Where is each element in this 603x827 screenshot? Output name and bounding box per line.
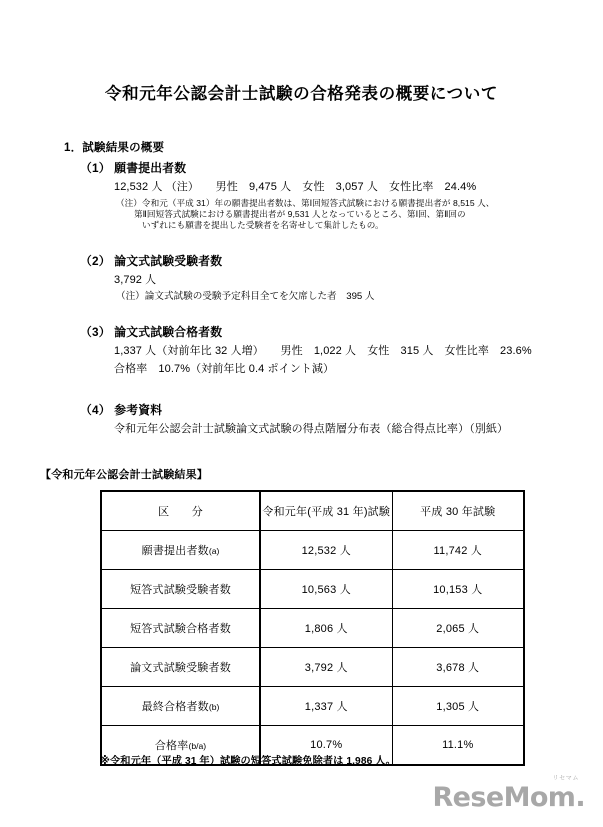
watermark-text: ReseMom — [432, 782, 576, 813]
cell-heisei30: 10,153 人 — [392, 570, 524, 609]
section-1-item-1-figure: 12,532 人 （注） 男性 9,475 人 女性 3,057 人 女性比率 24.4% — [114, 181, 477, 193]
table-row — [101, 609, 524, 648]
row-label — [101, 687, 260, 726]
section-1-item-3-heading: （3） 論文式試験合格者数 — [80, 324, 223, 339]
row-label — [101, 570, 260, 609]
cell-heisei30: 11.1% — [392, 726, 524, 766]
row-label-sub: (b/a) — [188, 741, 207, 751]
spacer — [0, 232, 603, 250]
resemom-watermark-logo — [432, 775, 585, 813]
cell-reiwa1: 3,792 人 — [260, 648, 392, 687]
cell-reiwa1: 10.7% — [260, 726, 392, 766]
row-label — [101, 609, 260, 648]
section-1-item-2-figure: 3,792 人 — [114, 273, 157, 286]
table-row — [101, 531, 524, 570]
cell-reiwa1: 10,563 人 — [260, 570, 392, 609]
spacer — [0, 377, 603, 399]
exam-result-table — [100, 490, 525, 766]
row-label-sub: (b) — [208, 702, 220, 712]
header-cell-category: 区 分 — [101, 491, 260, 531]
row-label — [101, 648, 260, 687]
section-1-item-2-heading: （2） 論文式試験受験者数 — [80, 253, 223, 268]
cell-reiwa1: 1,337 人 — [260, 687, 392, 726]
cell-heisei30: 1,305 人 — [392, 687, 524, 726]
row-label-text: 短答式試験合格者数 — [130, 623, 231, 635]
header-cell-reiwa1: 令和元年(平成 31 年)試験 — [260, 491, 392, 531]
section-1-heading: 1．試験結果の概要 — [64, 142, 165, 154]
row-label-text: 最終合格者数 — [141, 701, 209, 713]
cell-heisei30: 3,678 人 — [392, 648, 524, 687]
section-1-item-4-heading: （4） 参考資料 — [80, 402, 163, 417]
cell-reiwa1: 12,532 人 — [260, 531, 392, 570]
note-line-2: 第Ⅱ回短答式試験における願書提出者が 9,531 人となっているところ、第Ⅰ回、第Ⅱ回の — [134, 209, 466, 220]
cell-heisei30: 11,742 人 — [392, 531, 524, 570]
header-cell-heisei30: 平成 30 年試験 — [392, 491, 524, 531]
row-label-text: 願書提出者数 — [141, 545, 209, 557]
section-1-item-1-note — [116, 198, 603, 232]
watermark-ruby: リセマム — [552, 775, 579, 782]
document-body — [0, 140, 603, 437]
row-label-text: 合格率 — [154, 740, 189, 752]
section-1-item-4-body: 令和元年公認会計士試験論文式試験の得点階層分布表（総合得点比率）（別紙） — [114, 422, 509, 435]
section-1-item-3-figure-1: 1,337 人（対前年比 32 人増） 男性 1,022 人 女性 315 人 女性比率 23.6% — [114, 344, 532, 357]
table-row — [101, 570, 524, 609]
spacer — [0, 303, 603, 321]
cell-reiwa1: 1,806 人 — [260, 609, 392, 648]
table-row — [101, 687, 524, 726]
page-title: 令和元年公認会計士試験の合格発表の概要について — [105, 85, 498, 103]
row-label-text: 論文式試験受験者数 — [130, 662, 231, 674]
cell-heisei30: 2,065 人 — [392, 609, 524, 648]
note-line-3: いずれにも願書を提出した受験者を名寄せして集計したもの。 — [142, 220, 384, 231]
section-1-item-1-heading: （1） 願書提出者数 — [80, 161, 187, 175]
section-1-item-3-figure-2: 合格率 10.7%（対前年比 0.4 ポイント減） — [114, 362, 335, 375]
table-body — [101, 491, 524, 765]
row-label — [101, 531, 260, 570]
watermark-dot: . — [575, 782, 585, 813]
table-header-row — [101, 491, 524, 531]
result-table-caption: 【令和元年公認会計士試験結果】 — [40, 469, 208, 481]
section-1-item-2-note: （注）論文式試験の受験予定科目全てを欠席した者 395 人 — [116, 290, 375, 302]
table-row — [101, 648, 524, 687]
table-footnote: ※令和元年（平成 31 年）試験の短答式試験免除者は 1,986 人。 — [100, 756, 396, 767]
row-label-text: 短答式試験受験者数 — [130, 584, 231, 596]
note-line-1: （注）令和元（平成 31）年の願書提出者数は、第Ⅰ回短答式試験における願書提出者が 8,515 人、 — [116, 198, 495, 208]
row-label-sub: (a) — [208, 546, 220, 556]
